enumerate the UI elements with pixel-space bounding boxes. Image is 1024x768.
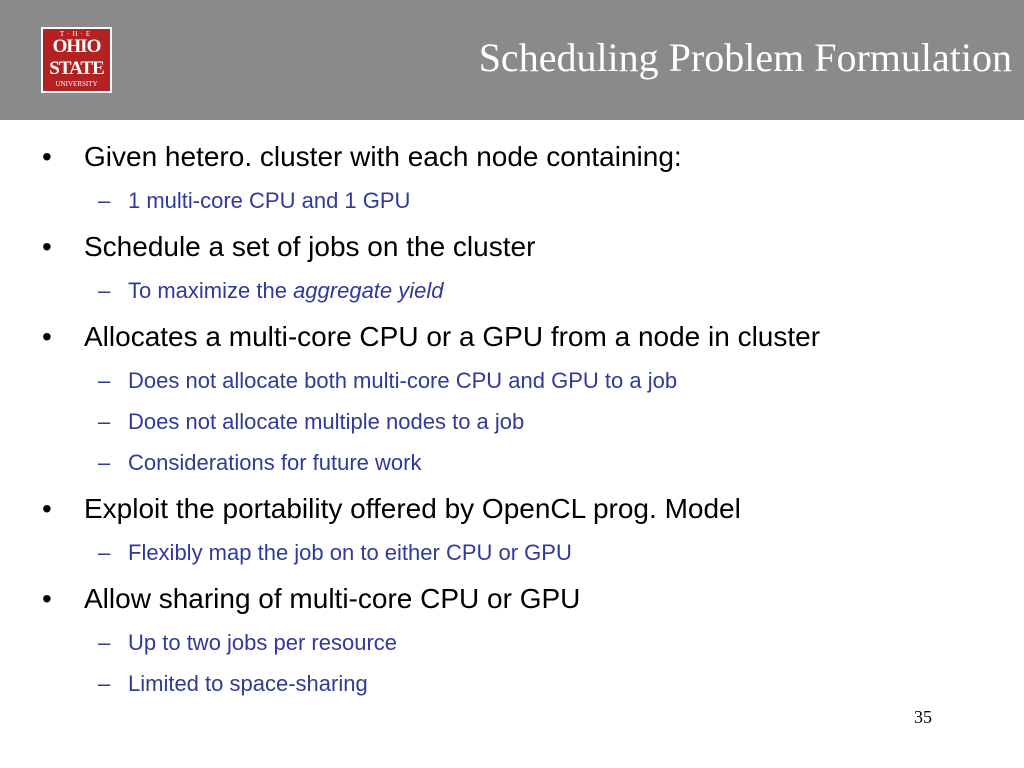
sub-bullet-text: Considerations for future work xyxy=(128,450,422,475)
bullet-text: Allow sharing of multi-core CPU or GPU xyxy=(84,583,581,614)
sub-bullet-item xyxy=(98,408,525,436)
sub-bullet-dash: – xyxy=(98,188,111,213)
bullet-dot: • xyxy=(42,141,52,172)
sub-bullet-item xyxy=(98,539,572,567)
logo-the: T·H·E xyxy=(59,30,94,38)
slide-header xyxy=(0,0,1024,120)
sub-bullet-dash: – xyxy=(98,278,111,303)
page-number: 35 xyxy=(914,707,932,727)
bullet-item xyxy=(42,230,536,264)
bullet-item xyxy=(42,320,821,354)
sub-bullet-text: Flexibly map the job on to either CPU or GPU xyxy=(128,540,572,565)
sub-bullet-item xyxy=(98,629,398,657)
sub-bullet-item xyxy=(98,670,368,698)
bullet-item xyxy=(42,492,741,526)
bullet-text: Allocates a multi-core CPU or a GPU from a node in cluster xyxy=(84,321,821,352)
sub-bullet-text: To maximize the xyxy=(128,278,294,303)
bullet-dot: • xyxy=(42,321,52,352)
sub-bullet-item xyxy=(98,367,678,395)
sub-bullet-text: Limited to space-sharing xyxy=(128,671,368,696)
bullet-dot: • xyxy=(42,583,52,614)
bullet-text: Exploit the portability offered by OpenCL prog. Model xyxy=(84,493,741,524)
sub-bullet-emphasis: aggregate yield xyxy=(293,278,444,303)
sub-bullet-text: Does not allocate both multi-core CPU and GPU to a job xyxy=(128,368,678,393)
bullet-dot: • xyxy=(42,493,52,524)
bullet-text: Schedule a set of jobs on the cluster xyxy=(84,231,536,262)
sub-bullet-dash: – xyxy=(98,450,111,475)
sub-bullet-text: 1 multi-core CPU and 1 GPU xyxy=(128,188,411,213)
sub-bullet-dash: – xyxy=(98,671,111,696)
sub-bullet-item xyxy=(98,187,411,215)
sub-bullet-text: Up to two jobs per resource xyxy=(128,630,398,655)
sub-bullet-dash: – xyxy=(98,540,111,565)
sub-bullet-dash: – xyxy=(98,368,111,393)
sub-bullet-dash: – xyxy=(98,630,111,655)
bullet-item xyxy=(42,582,581,616)
sub-bullet-text: Does not allocate multiple nodes to a job xyxy=(128,409,525,434)
logo-state: STATE xyxy=(49,58,104,79)
sub-bullet-item xyxy=(98,277,444,305)
bullet-item xyxy=(42,140,682,174)
sub-bullet-item xyxy=(98,449,422,477)
ohio-state-logo xyxy=(41,27,112,93)
bullet-dot: • xyxy=(42,231,52,262)
bullet-text: Given hetero. cluster with each node containing: xyxy=(84,141,682,172)
slide-title: Scheduling Problem Formulation xyxy=(478,35,1012,80)
logo-university: UNIVERSITY xyxy=(55,80,98,88)
sub-bullet-dash: – xyxy=(98,409,111,434)
logo-ohio: OHIO xyxy=(52,36,101,57)
